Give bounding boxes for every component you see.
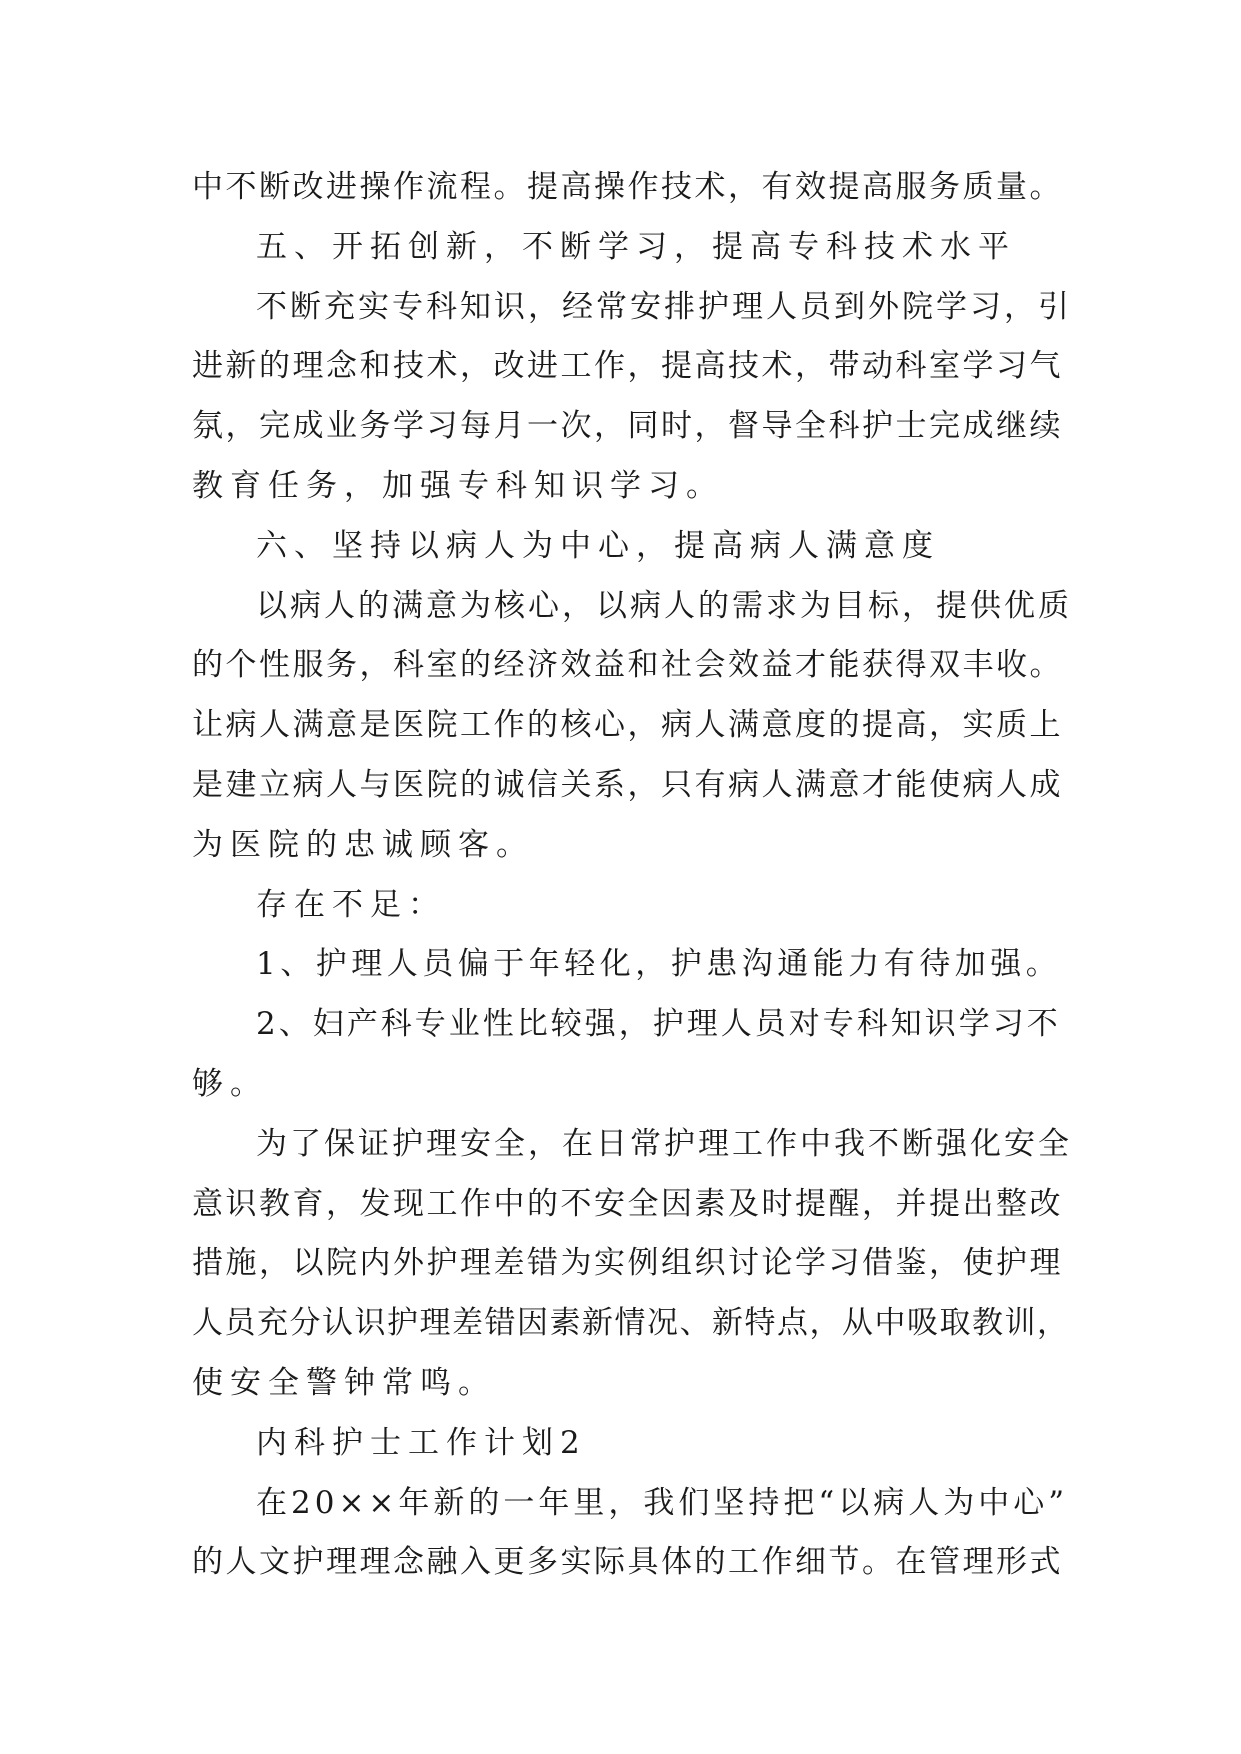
text-line: 不断充实专科知识，经常安排护理人员到外院学习，引 [256,288,1072,325]
text-line: 人员充分认识护理差错因素新情况、新特点，从中吸取教训， [192,1305,1070,1342]
text-line: 为医院的忠诚顾客。 [192,826,534,863]
text-line: 让病人满意是医院工作的核心，病人满意度的提高，实质上 [192,707,1063,744]
section-heading: 五、开拓创新，不断学习，提高专科技术水平 [256,228,1016,265]
text-line: 的个性服务，科室的经济效益和社会效益才能获得双丰收。 [192,647,1063,684]
list-item: 2、妇产科专业性比较强，护理人员对专科知识学习不 [256,1006,1061,1043]
section-title: 内科护士工作计划2 [256,1424,587,1461]
text-line: 进新的理念和技术，改进工作，提高技术，带动科室学习气 [192,348,1063,385]
text-line: 为了保证护理安全，在日常护理工作中我不断强化安全 [256,1125,1072,1162]
text-line: 教育任务，加强专科知识学习。 [192,467,724,504]
text-line: 意识教育，发现工作中的不安全因素及时提醒，并提出整改 [192,1185,1063,1222]
list-item: 1、护理人员偏于年轻化，护患沟通能力有待加强。 [256,946,1062,983]
text-line: 措施，以院内外护理差错为实例组织讨论学习借鉴，使护理 [192,1245,1063,1282]
text-line: 在20××年新的一年里，我们坚持把“以病人为中心” [256,1484,1069,1521]
text-line: 的人文护理理念融入更多实际具体的工作细节。在管理形式 [192,1544,1063,1581]
text-line: 中不断改进操作流程。提高操作技术，有效提高服务质量。 [192,169,1063,205]
section-heading: 存在不足： [256,886,446,923]
text-line: 氛，完成业务学习每月一次，同时，督导全科护士完成继续 [192,408,1063,445]
text-line: 够。 [192,1065,268,1102]
text-line: 以病人的满意为核心，以病人的需求为目标，提供优质 [256,587,1072,624]
section-heading: 六、坚持以病人为中心，提高病人满意度 [256,527,940,564]
text-line: 是建立病人与医院的诚信关系，只有病人满意才能使病人成 [192,766,1063,803]
document-body [192,158,1072,1593]
text-line: 使安全警钟常鸣。 [192,1364,496,1401]
